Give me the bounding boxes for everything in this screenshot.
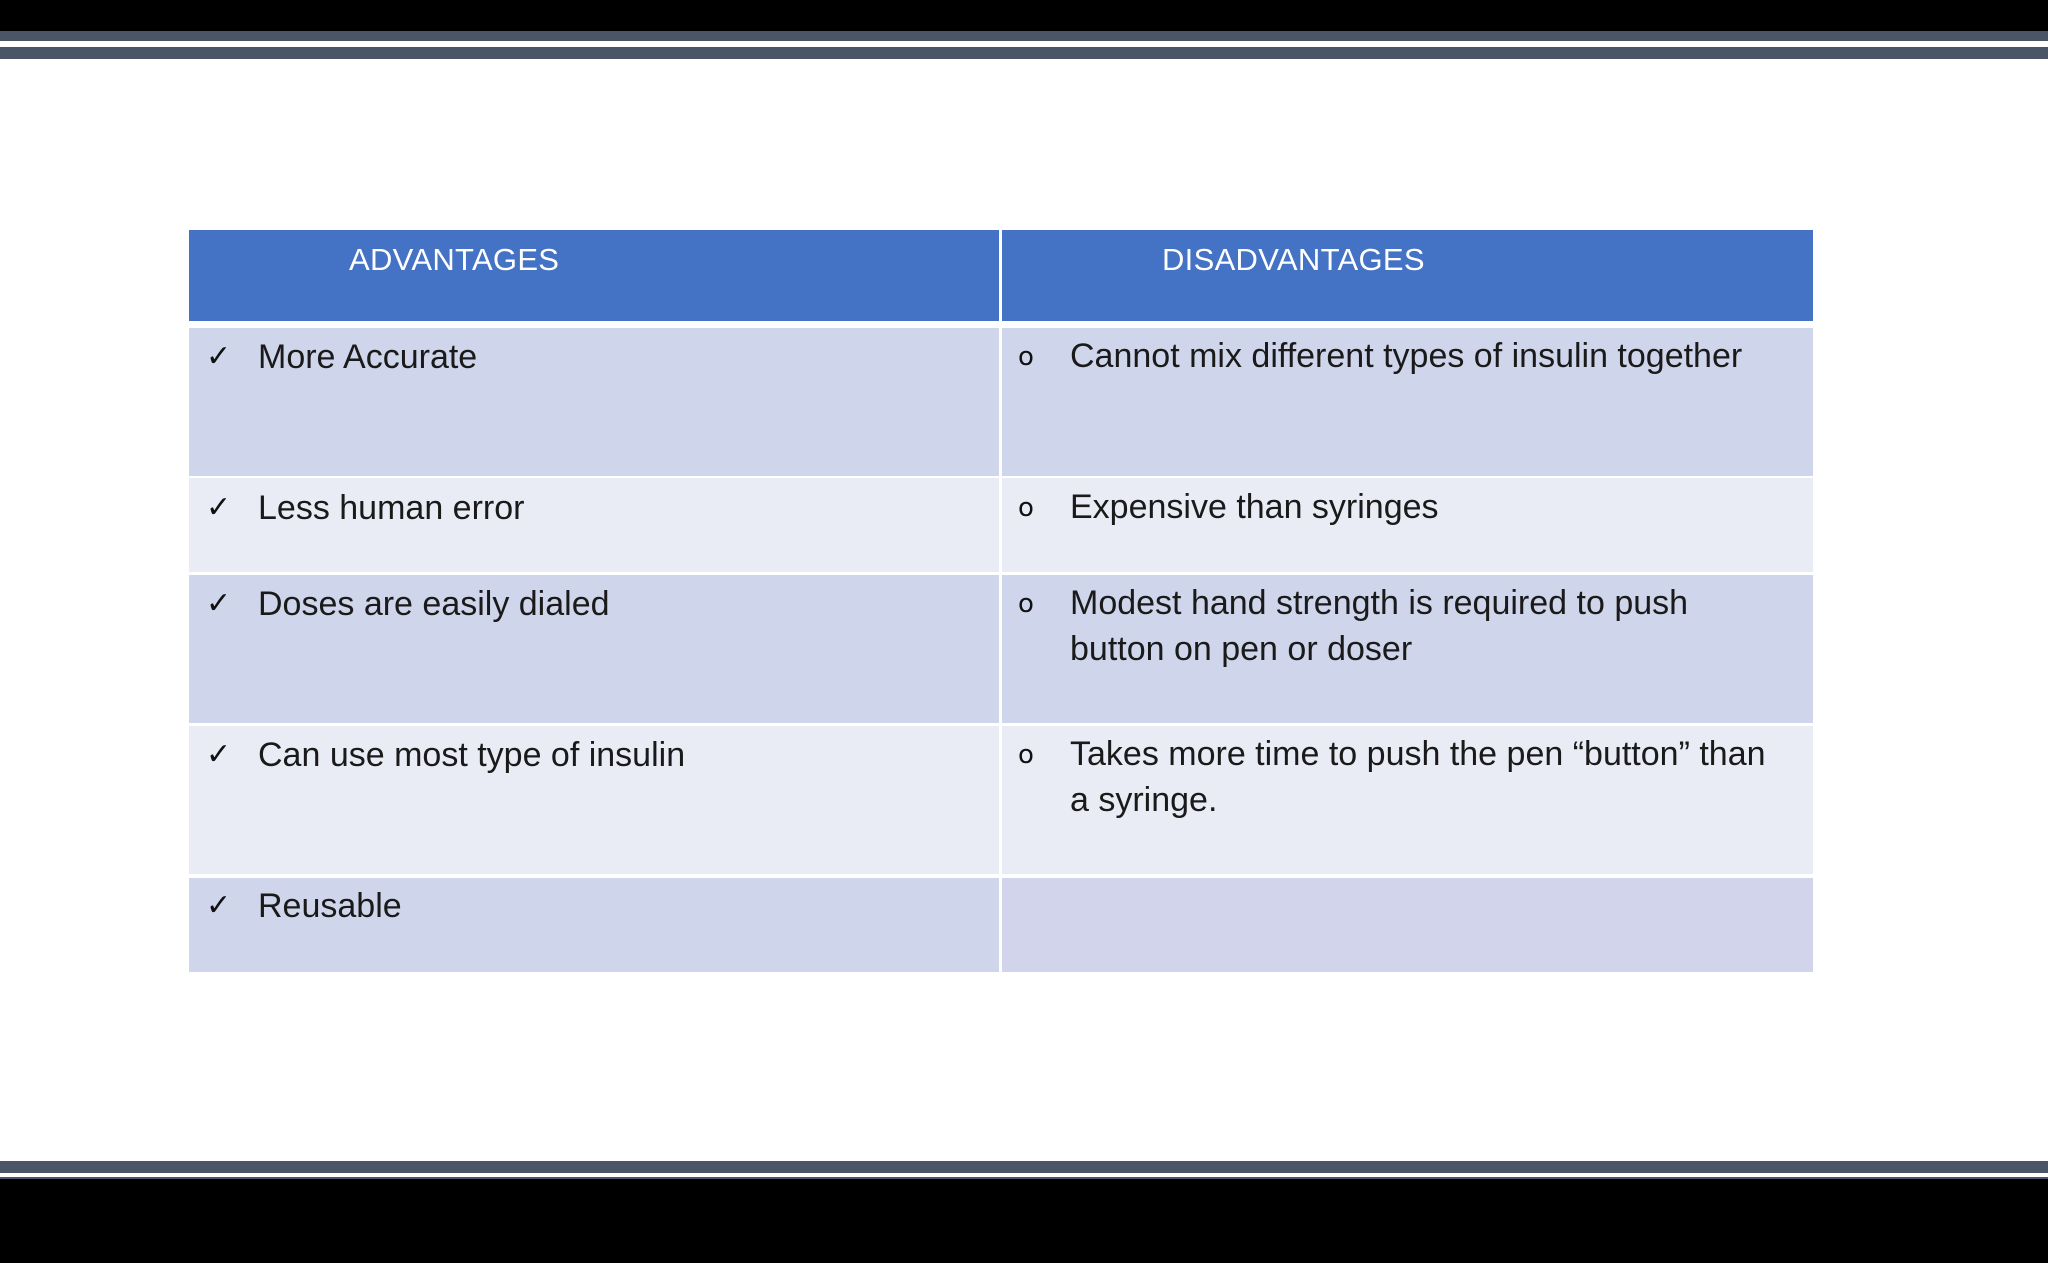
checkmark-icon: ✓ [206, 888, 232, 923]
disadvantage-text-line-2: a syringe. [1070, 781, 1218, 819]
table-row-3-disadvantage [1002, 575, 1813, 723]
disadvantage-text-line-1: Modest hand strength is required to push [1070, 584, 1689, 622]
top-band-dark-2 [0, 47, 2048, 59]
bullet-circle-icon: o [1018, 342, 1034, 372]
disadvantage-text: Cannot mix different types of insulin together [1070, 337, 1743, 375]
header-advantages-label: ADVANTAGES [349, 242, 560, 277]
comparison-table [189, 230, 1813, 975]
table-row-3-advantage [189, 575, 999, 723]
advantage-text: Reusable [258, 887, 402, 925]
bullet-circle-icon: o [1018, 740, 1034, 770]
disadvantage-text-line-2: button on pen or doser [1070, 630, 1413, 668]
checkmark-icon: ✓ [206, 490, 232, 525]
advantage-text: Less human error [258, 489, 525, 527]
bottom-band-dark-2 [0, 1177, 2048, 1179]
disadvantage-text: Expensive than syringes [1070, 488, 1439, 526]
table-row-5-disadvantage-empty [1002, 878, 1813, 972]
checkmark-icon: ✓ [206, 737, 232, 772]
checkmark-icon: ✓ [206, 339, 232, 374]
table-row-1-disadvantage [1002, 328, 1813, 476]
disadvantage-text-line-1: Takes more time to push the pen “button” than [1070, 735, 1766, 773]
bullet-circle-icon: o [1018, 493, 1034, 523]
advantage-text: Can use most type of insulin [258, 736, 686, 774]
checkmark-icon: ✓ [206, 586, 232, 621]
bottom-band-dark [0, 1161, 2048, 1173]
table-row-4-disadvantage [1002, 726, 1813, 874]
top-band-dark [0, 31, 2048, 41]
table-row-2-disadvantage [1002, 478, 1813, 572]
slide [0, 31, 2048, 1179]
bullet-circle-icon: o [1018, 589, 1034, 619]
header-advantages [189, 230, 999, 321]
header-disadvantages-label: DISADVANTAGES [1162, 242, 1425, 277]
table-row-5-advantage [189, 878, 999, 972]
advantage-text: More Accurate [258, 338, 478, 376]
advantage-text: Doses are easily dialed [258, 585, 610, 623]
table-row-2-advantage [189, 478, 999, 572]
table-row-1-advantage [189, 328, 999, 476]
table-row-4-advantage [189, 726, 999, 874]
header-disadvantages [1002, 230, 1813, 321]
